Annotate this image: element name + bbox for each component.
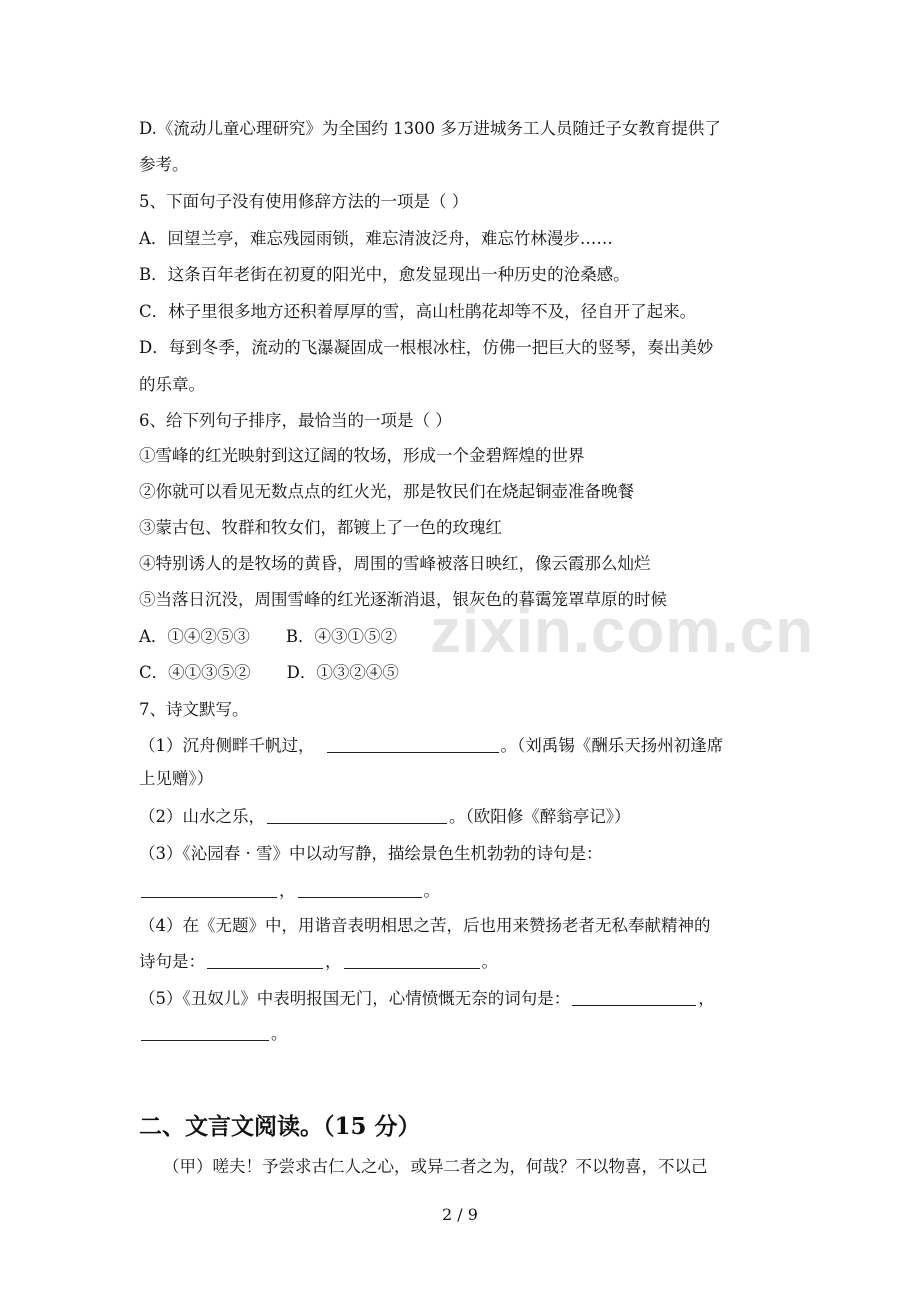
q6-sentence-4: ④特别诱人的是牧场的黄昏，周围的雪峰被落日映红，像云霞那么灿烂 bbox=[139, 554, 651, 573]
q6-options-row1 bbox=[139, 625, 784, 649]
q6-options-row2 bbox=[139, 661, 784, 685]
q7-item-4-label: 诗句是： bbox=[139, 952, 205, 971]
q7-item-1-line1 bbox=[139, 734, 784, 758]
section-2-paragraph-1-text: （甲）嗟夫！予尝求古仁人之心，或异二者之为，何哉？不以物喜，不以己 bbox=[163, 1157, 708, 1176]
q6-option-b: B．④③①⑤② bbox=[285, 627, 398, 646]
q6-sentence-3: ③蒙古包、牧群和牧女们，都镀上了一色的玫瑰红 bbox=[139, 518, 502, 537]
q4-option-d-line2: 参考。 bbox=[139, 155, 189, 174]
q7-item-2-source: 。（欧阳修《醉翁亭记》） bbox=[449, 807, 631, 826]
q6-option-c: C．④①③⑤② bbox=[139, 663, 251, 682]
q7-stem: 7、诗文默写。 bbox=[139, 700, 249, 719]
q5-option-c: C．林子里很多地方还积着厚厚的雪，高山杜鹃花却等不及，径自开了起来。 bbox=[139, 302, 697, 321]
q6-sentence-1: ①雪峰的红光映射到这辽阔的牧场，形成一个金碧辉煌的世界 bbox=[139, 446, 585, 465]
q7-item-5-line2 bbox=[139, 1022, 784, 1046]
q5-option-d-line1: D．每到冬季，流动的飞瀑凝固成一根根冰柱，仿佛一把巨大的竖琴，奏出美妙 bbox=[139, 338, 714, 357]
q7-item-2-blank[interactable] bbox=[267, 807, 447, 824]
q6-stem: 6、给下列句子排序，最恰当的一项是（ ） bbox=[139, 411, 452, 430]
q6-sentence-5: ⑤当落日沉没，周围雪峰的红光逐渐消退，银灰色的暮霭笼罩草原的时候 bbox=[139, 590, 667, 609]
q7-item-5-blank-2[interactable] bbox=[141, 1024, 269, 1041]
q7-item-1-prompt: （1）沉舟侧畔千帆过， bbox=[139, 736, 315, 755]
section-2-paragraph-1 bbox=[139, 1155, 784, 1179]
q5-option-b: B．这条百年老街在初夏的阳光中，愈发显现出一种历史的沧桑感。 bbox=[139, 265, 630, 284]
q7-item-5-prompt: （5）《丑奴儿》中表明报国无门，心情愤慨无奈的词句是： bbox=[139, 989, 571, 1008]
q7-item-2-prompt: （2）山水之乐， bbox=[139, 807, 265, 826]
q7-item-4-line2 bbox=[139, 950, 784, 974]
q6-option-a: A．①④②⑤③ bbox=[139, 627, 250, 646]
q7-item-3-blank-1[interactable] bbox=[141, 881, 277, 898]
q7-item-5-comma: ， bbox=[698, 989, 715, 1008]
q6-option-d: D．①③②④⑤ bbox=[286, 663, 399, 682]
watermark: zixin.com.cn bbox=[430, 597, 815, 666]
section-2-title: 二、文言文阅读。（15 分） bbox=[139, 1113, 421, 1140]
q7-item-5-blank-1[interactable] bbox=[572, 989, 696, 1006]
q7-item-3-end: 。 bbox=[423, 881, 440, 900]
q7-item-3-line1: （3）《沁园春 · 雪》中以动写静，描绘景色生机勃勃的诗句是： bbox=[139, 844, 603, 863]
q7-item-1-blank[interactable] bbox=[327, 736, 499, 753]
q7-item-4-line1: （4）在《无题》中，用谐音表明相思之苦，后也用来赞扬老者无私奉献精神的 bbox=[139, 916, 711, 935]
q7-item-1-source: 。（刘禹锡《酬乐天扬州初逢席 bbox=[500, 736, 724, 755]
q7-item-4-comma: ， bbox=[325, 952, 342, 971]
q7-item-5-line1 bbox=[139, 987, 784, 1011]
q6-sentence-2: ②你就可以看见无数点点的红火光，那是牧民们在烧起铜壶准备晚餐 bbox=[139, 482, 634, 501]
q7-item-3-blank-2[interactable] bbox=[298, 881, 422, 898]
q7-item-4-blank-1[interactable] bbox=[207, 952, 323, 969]
q7-item-5-end: 。 bbox=[271, 1024, 288, 1043]
page-number: 2 / 9 bbox=[442, 1205, 478, 1224]
q7-item-3-line2 bbox=[139, 879, 784, 903]
q7-item-1-line2: 上见赠》） bbox=[139, 769, 214, 788]
q5-option-a: A．回望兰亭，难忘残园雨锁，难忘清波泛舟，难忘竹林漫步…… bbox=[139, 229, 613, 248]
q4-option-d-line1: D.《流动儿童心理研究》为全国约 1300 多万进城务工人员随迁子女教育提供了 bbox=[139, 119, 721, 138]
q7-item-3-comma: ， bbox=[279, 881, 296, 900]
q5-stem: 5、下面句子没有使用修辞方法的一项是（ ） bbox=[139, 192, 469, 211]
q7-item-4-blank-2[interactable] bbox=[344, 952, 480, 969]
q7-item-2 bbox=[139, 805, 784, 829]
q7-item-4-end: 。 bbox=[481, 952, 498, 971]
q5-option-d-line2: 的乐章。 bbox=[139, 375, 205, 394]
